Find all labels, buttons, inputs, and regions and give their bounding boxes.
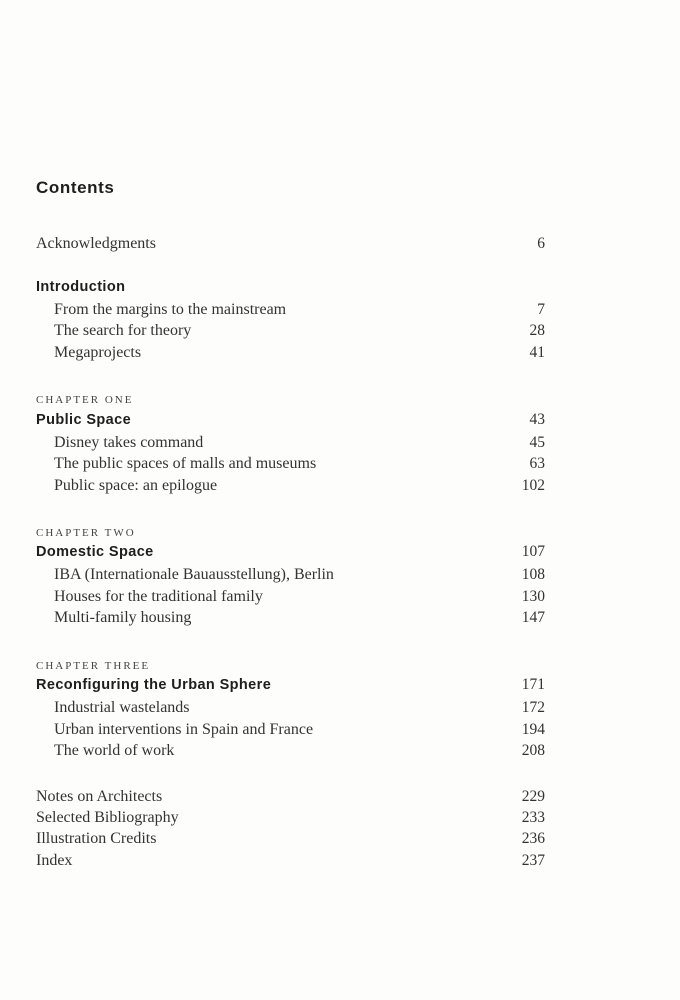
- page-title: Contents: [36, 178, 115, 197]
- section-heading-label: Domestic Space: [36, 544, 154, 560]
- entry-page: 108: [521, 566, 545, 583]
- chapter-kicker: CHAPTER TWO: [36, 527, 136, 539]
- entry-label: Illustration Credits: [36, 830, 157, 847]
- entry-page: 102: [521, 477, 545, 494]
- entry-label: From the margins to the mainstream: [54, 301, 287, 318]
- entry-label: The world of work: [54, 742, 175, 759]
- entry-page: 63: [529, 455, 545, 472]
- entry-page: 233: [521, 809, 545, 826]
- toc-entry: [36, 720, 545, 740]
- entry-page: 28: [529, 322, 545, 339]
- entry-label: Public space: an epilogue: [54, 477, 218, 494]
- section-heading-page: 171: [521, 676, 545, 693]
- entry-page: 208: [521, 742, 545, 759]
- entry-page: 7: [537, 301, 545, 318]
- entry-page: 147: [521, 609, 545, 626]
- entry-page: 41: [529, 344, 545, 361]
- chapter-kicker: CHAPTER THREE: [36, 660, 151, 672]
- toc-entry-index: [36, 851, 545, 871]
- toc-entry: [36, 454, 545, 474]
- entry-label: Urban interventions in Spain and France: [54, 721, 314, 738]
- entry-label: Index: [36, 852, 73, 869]
- toc-entry: [36, 587, 545, 607]
- toc-entry-acknowledgments: [36, 234, 545, 254]
- entry-page: 237: [521, 852, 545, 869]
- toc-entry-illustration-credits: [36, 829, 545, 849]
- toc-entry: [36, 433, 545, 453]
- entry-label: Acknowledgments: [36, 235, 156, 252]
- toc-entry: [36, 343, 545, 363]
- section-heading-label: Public Space: [36, 412, 132, 428]
- section-heading-urban-sphere: [36, 675, 545, 695]
- entry-label: Megaprojects: [54, 344, 142, 361]
- entry-page: 130: [521, 588, 545, 605]
- entry-page: 194: [521, 721, 545, 738]
- section-heading-domestic-space: [36, 542, 545, 562]
- entry-page: 6: [537, 235, 545, 252]
- toc-entry-bibliography: [36, 808, 545, 828]
- toc-entry: [36, 698, 545, 718]
- entry-label: Notes on Architects: [36, 788, 163, 805]
- section-heading-page: 43: [529, 411, 545, 428]
- section-heading-label: Introduction: [36, 279, 126, 295]
- toc-entry: [36, 741, 545, 761]
- entry-label: Selected Bibliography: [36, 809, 179, 826]
- toc-entry: [36, 608, 545, 628]
- chapter-kicker: CHAPTER ONE: [36, 394, 134, 406]
- entry-label: Disney takes command: [54, 434, 204, 451]
- section-heading-public-space: [36, 410, 545, 430]
- toc-entry-notes: [36, 787, 545, 807]
- entry-label: IBA (Internationale Bauausstellung), Berlin: [54, 566, 334, 583]
- section-heading-page: 107: [521, 543, 545, 560]
- entry-label: Houses for the traditional family: [54, 588, 263, 605]
- entry-label: Multi-family housing: [54, 609, 192, 626]
- entry-label: Industrial wastelands: [54, 699, 190, 716]
- toc-entry: [36, 321, 545, 341]
- entry-page: 236: [521, 830, 545, 847]
- entry-label: The search for theory: [54, 322, 192, 339]
- section-heading-label: Reconfiguring the Urban Sphere: [36, 677, 272, 693]
- entry-page: 229: [521, 788, 545, 805]
- toc-entry: [36, 476, 545, 496]
- entry-label: The public spaces of malls and museums: [54, 455, 317, 472]
- section-heading-introduction: [36, 277, 545, 297]
- toc-entry: [36, 300, 545, 320]
- toc-entry: [36, 565, 545, 585]
- entry-page: 172: [521, 699, 545, 716]
- entry-page: 45: [529, 434, 545, 451]
